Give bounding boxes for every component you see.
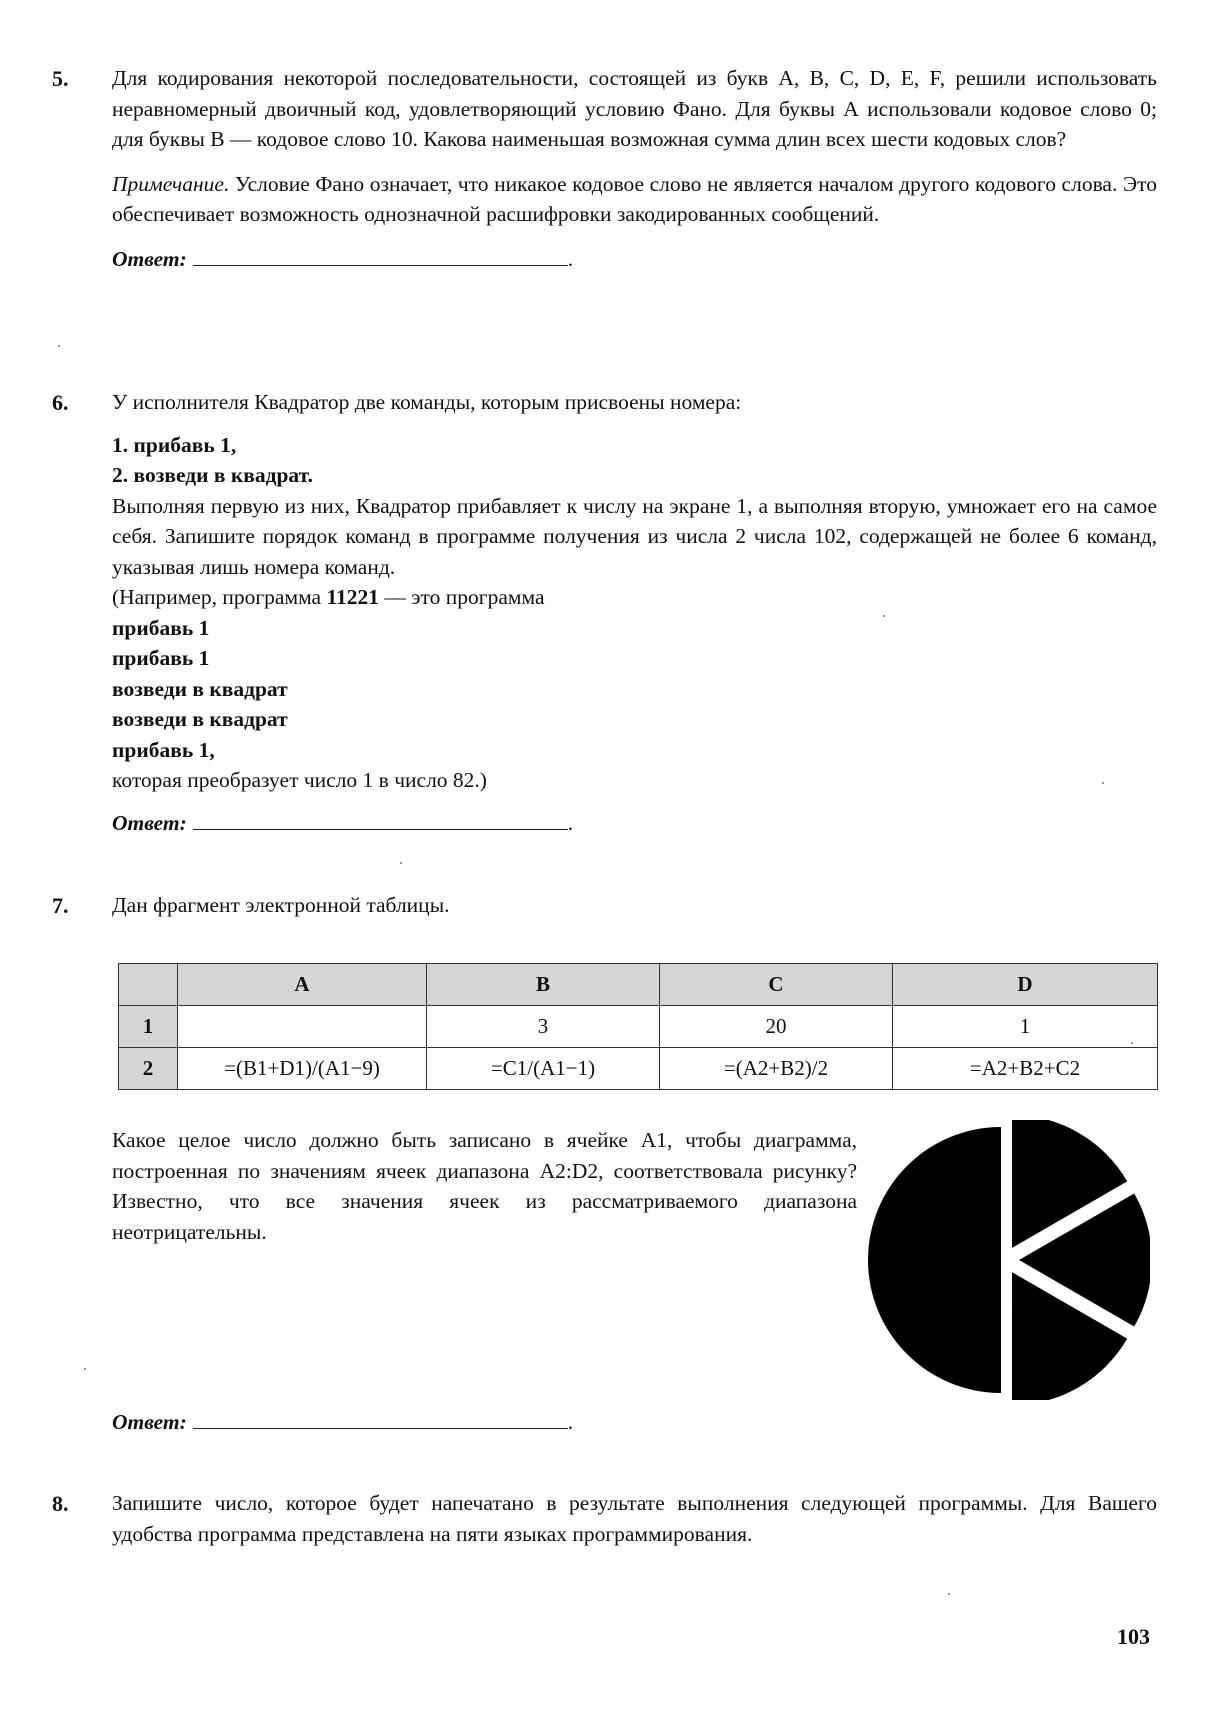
note-label: Примечание.: [112, 171, 230, 196]
scan-speck: [883, 615, 885, 617]
example-step: прибавь 1: [112, 646, 210, 670]
task-intro: У исполнителя Квадратор две команды, которым присвоены номера:: [112, 390, 742, 414]
task-note: [112, 169, 1157, 230]
example-program: 11221: [326, 585, 380, 609]
cell-a1: [178, 1006, 427, 1048]
row-header: 1: [119, 1006, 178, 1048]
example-step: прибавь 1,: [112, 737, 215, 762]
task-7-answer: [112, 1407, 573, 1438]
spreadsheet-fragment: [118, 963, 1158, 1090]
task-question: Какое целое число должно быть записано в ячейке А1, чтобы диаграмма, построенная по значениям ячеек диапазона A2:D2, соответствовала рисунку? Известно, что все значения ячеек из рассматриваемого диапазона неотрицательны.: [112, 1128, 857, 1244]
task-number: 5.: [52, 66, 69, 91]
task-intro: Дан фрагмент электронной таблицы.: [112, 893, 450, 917]
answer-period: .: [567, 246, 574, 271]
scan-speck: [400, 862, 402, 864]
example-suffix: — это программа: [379, 585, 545, 609]
pie-chart: [860, 1120, 1150, 1400]
task-text: Выполняя первую из них, Квадратор прибавляет к числу на экране 1, а выполняя вторую, умножает его на самое себя. Запишите порядок команд в программе получения из числа 2 числа 102, содержащей не более 6 команд, указывая лишь номера команд.: [112, 493, 1157, 579]
answer-label: Ответ:: [112, 1410, 187, 1434]
row-header: 2: [119, 1048, 178, 1090]
column-header: D: [893, 964, 1158, 1006]
answer-row: [112, 1407, 573, 1438]
scan-speck: [58, 345, 60, 347]
scan-speck: [1102, 782, 1104, 784]
task-number: 7.: [52, 893, 69, 918]
example-step: прибавь 1: [112, 615, 210, 640]
answer-row: [112, 808, 1157, 839]
answer-label: Ответ:: [112, 810, 187, 835]
cell-b2: =C1/(A1−1): [427, 1048, 660, 1090]
note-text: Условие Фано означает, что никакое кодовое слово не является началом другого кодового слова. Это обеспечивает возможность однозначной расшифровки закодированных сообщений.: [112, 171, 1157, 226]
task-number: 8.: [52, 1491, 69, 1516]
cell-d1: 1: [893, 1006, 1158, 1048]
table-row: [119, 1006, 1158, 1048]
scan-speck: [84, 1368, 86, 1370]
example-line: [112, 582, 1157, 613]
task-7-question-block: [112, 1125, 857, 1247]
task-number: 6.: [52, 390, 69, 415]
example-step: возведи в квадрат: [112, 676, 288, 701]
example-prefix: (Например, программа: [112, 585, 327, 609]
answer-row: [112, 244, 1157, 275]
scan-speck: [1131, 1042, 1133, 1044]
task-text: Для кодирования некоторой последовательности, состоящей из букв А, В, С, D, Е, F, решили использовать неравномерный двоичный код, удовлетворяющий условию Фано. Для буквы А использовали кодовое слово 0; для буквы В — кодовое слово 10. Какова наименьшая возможная сумма длин всех шести кодовых слов?: [112, 66, 1157, 151]
command-2: 2. возведи в квадрат.: [112, 463, 313, 487]
pie-slices: [868, 1120, 1150, 1400]
example-step: возведи в квадрат: [112, 707, 288, 731]
answer-field[interactable]: [193, 809, 568, 830]
example-end: которая преобразует число 1 в число 82.): [112, 768, 487, 792]
column-header: B: [427, 964, 660, 1006]
cell-a2: =(B1+D1)/(A1−9): [178, 1048, 427, 1090]
cell-c1: 20: [660, 1006, 893, 1048]
cell-c2: =(A2+B2)/2: [660, 1048, 893, 1090]
answer-label: Ответ:: [112, 246, 187, 271]
cell-d2: =A2+B2+C2: [893, 1048, 1158, 1090]
command-1: 1. прибавь 1,: [112, 432, 237, 457]
answer-field[interactable]: [193, 1408, 568, 1429]
header-row: [119, 964, 1158, 1006]
scan-speck: [948, 1593, 950, 1595]
answer-period: .: [567, 810, 574, 835]
table-row: [119, 1048, 1158, 1090]
column-header: C: [660, 964, 893, 1006]
cell-b1: 3: [427, 1006, 660, 1048]
page-number: 103: [1117, 1624, 1150, 1649]
answer-period: .: [567, 1410, 574, 1434]
column-header: A: [178, 964, 427, 1006]
task-text: Запишите число, которое будет напечатано в результате выполнения следующей программы. Для Вашего удобства программа представлена на пяти языках программирования.: [112, 1491, 1157, 1546]
corner-cell: [119, 964, 178, 1006]
answer-field[interactable]: [193, 245, 568, 266]
pie-slice: [868, 1127, 1001, 1393]
